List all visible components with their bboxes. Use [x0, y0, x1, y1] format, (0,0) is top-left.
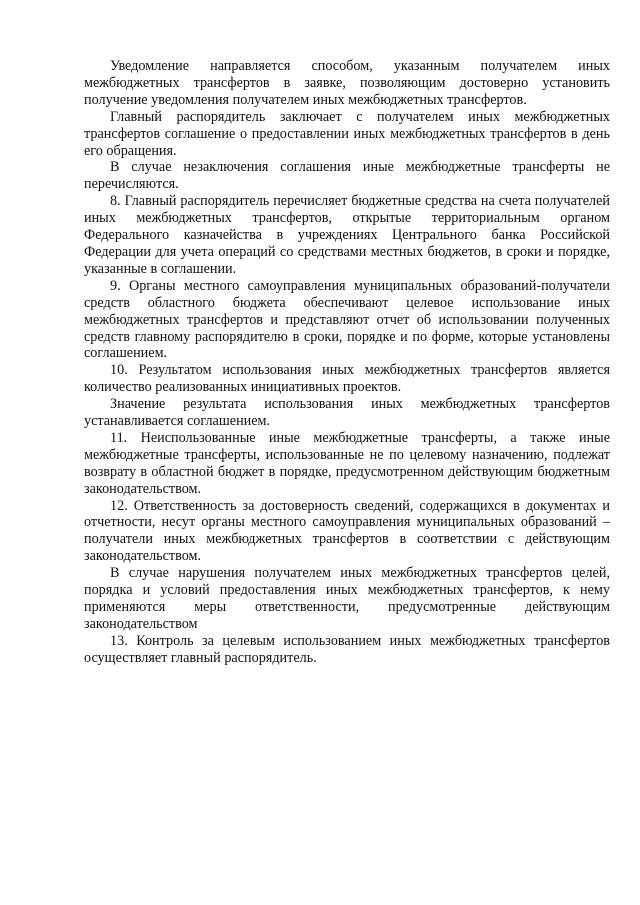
paragraph-result-value: Значение результата использования иных межбюджетных трансфертов устанавливается соглашением. [84, 396, 610, 430]
paragraph-notification-method: Уведомление направляется способом, указанным получателем иных межбюджетных трансфертов в заявке, позволяющим достоверно установить получение уведомления получателем иных межбюджетных трансфертов. [84, 58, 610, 108]
paragraph-item-10: 10. Результатом использования иных межбюджетных трансфертов является количество реализованных инициативных проектов. [84, 362, 610, 396]
paragraph-item-9: 9. Органы местного самоуправления муниципальных образований-получатели средств областного бюджета обеспечивают целевое использование иных межбюджетных трансфертов и представляют отчет об использовании полученных средств главному распорядителю в сроки, порядке и по форме, которые установлены соглашением. [84, 277, 610, 362]
paragraph-agreement-conclusion: Главный распорядитель заключает с получателем иных межбюджетных трансфертов соглашение о предоставлении иных межбюджетных трансфертов в день его обращения. [84, 108, 610, 159]
paragraph-no-agreement: В случае незаключения соглашения иные межбюджетные трансферты не перечисляются. [84, 159, 610, 193]
paragraph-item-8: 8. Главный распорядитель перечисляет бюджетные средства на счета получателей иных межбюджетных трансфертов, открытые территориальным органом Федерального казначейства в учреждениях Центрального банка Российской Федерации для учета операций со средствами местных бюджетов, в сроки и порядке, указанные в соглашении. [84, 193, 610, 277]
paragraph-violation-liability: В случае нарушения получателем иных межбюджетных трансфертов целей, порядка и условий предоставления иных межбюджетных трансфертов, к нему применяются меры ответственности, предусмотренные действующим законодательством [84, 565, 610, 632]
paragraph-item-12: 12. Ответственность за достоверность сведений, содержащихся в документах и отчетности, несут органы местного самоуправления муниципальных образований – получатели иных межбюджетных трансфертов в соответствии с действующим законодательством. [84, 497, 610, 565]
paragraph-item-13: 13. Контроль за целевым использованием иных межбюджетных трансфертов осуществляет главный распорядитель. [84, 632, 610, 666]
paragraph-item-11: 11. Неиспользованные иные межбюджетные трансферты, а также иные межбюджетные трансферты, использованные не по целевому назначению, подлежат возврату в областной бюджет в порядке, предусмотренном действующим бюджетным законодательством. [84, 429, 610, 497]
document-body [84, 58, 610, 667]
